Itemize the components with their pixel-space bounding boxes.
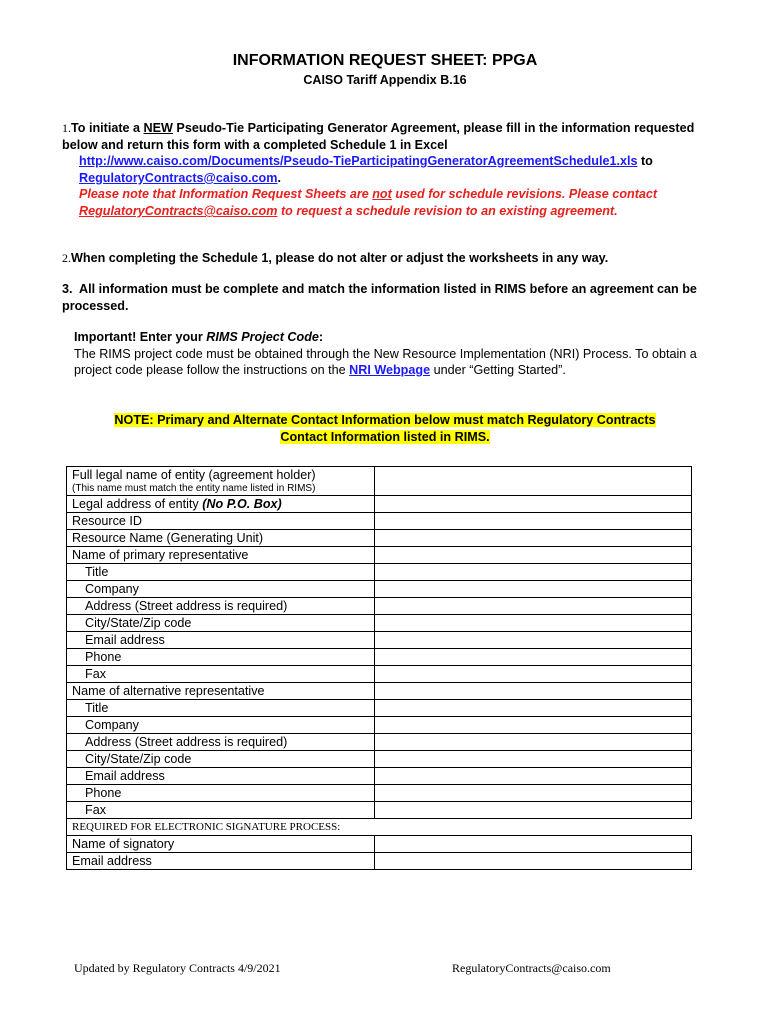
label-resource-name: Resource Name (Generating Unit)	[67, 530, 375, 547]
label-primary-fax: Fax	[67, 666, 375, 683]
input-alt-email[interactable]	[375, 768, 692, 785]
label-legal-name-note: (This name must match the entity name listed in RIMS)	[67, 483, 375, 496]
label-alt-title: Title	[67, 700, 375, 717]
label-primary-title: Title	[67, 564, 375, 581]
revision-email-link[interactable]: RegulatoryContracts@caiso.com	[79, 203, 278, 218]
contact-note: NOTE: Primary and Alternate Contact Information below must match Regulatory Contracts Contact Information listed in RIMS.	[114, 413, 656, 444]
label-legal-address: Legal address of entity (No P.O. Box)	[67, 496, 375, 513]
label-primary-city: City/State/Zip code	[67, 615, 375, 632]
label-primary-company: Company	[67, 581, 375, 598]
instruction-item-1: 1.To initiate a NEW Pseudo-Tie Participating Generator Agreement, please fill in the information requested below and return this form with a completed Schedule 1 in Excel http://www.caiso.com/Documents/Pseudo-TieParticipatingGeneratorAgreementSchedule1.xls to RegulatoryContracts@caiso.com. Please note that Information Request Sheets are not used for schedule revisions. Please contact RegulatoryContracts@caiso.com to request a schedule revision to an existing agreement.	[62, 120, 702, 220]
input-alt-company[interactable]	[375, 717, 692, 734]
input-primary-company[interactable]	[375, 581, 692, 598]
nri-webpage-link[interactable]: NRI Webpage	[349, 363, 431, 378]
input-alt-phone[interactable]	[375, 785, 692, 802]
label-resource-id: Resource ID	[67, 513, 375, 530]
new-word: NEW	[143, 121, 173, 135]
label-esign-required: REQUIRED FOR ELECTRONIC SIGNATURE PROCESS:	[67, 819, 692, 836]
label-primary-email: Email address	[67, 632, 375, 649]
item-number: 3.	[62, 282, 73, 296]
input-alt-title[interactable]	[375, 700, 692, 717]
input-primary-fax[interactable]	[375, 666, 692, 683]
important-heading: Important! Enter your RIMS Project Code:	[74, 330, 324, 344]
item-number: 2.	[62, 251, 71, 265]
instruction-item-3: 3. All information must be complete and match the information listed in RIMS before an agreement can be processed.	[62, 282, 697, 313]
label-signatory-email: Email address	[67, 853, 375, 870]
input-primary-phone[interactable]	[375, 649, 692, 666]
important-text: The RIMS project code must be obtained through the New Resource Implementation (NRI) Process. To obtain a project code please follow the instructions on the NRI Webpage under “Getting Started”.	[74, 346, 697, 378]
label-alt-email: Email address	[67, 768, 375, 785]
input-alt-rep[interactable]	[375, 683, 692, 700]
label-alt-address: Address (Street address is required)	[67, 734, 375, 751]
instruction-item-2: 2.When completing the Schedule 1, please do not alter or adjust the worksheets in any way.	[62, 251, 609, 265]
label-primary-address: Address (Street address is required)	[67, 598, 375, 615]
input-alt-fax[interactable]	[375, 802, 692, 819]
input-resource-id[interactable]	[375, 513, 692, 530]
input-primary-city[interactable]	[375, 615, 692, 632]
label-signatory: Name of signatory	[67, 836, 375, 853]
input-signatory[interactable]	[375, 836, 692, 853]
input-primary-address[interactable]	[375, 598, 692, 615]
label-alt-phone: Phone	[67, 785, 375, 802]
input-legal-address[interactable]	[375, 496, 692, 513]
footer-updated: Updated by Regulatory Contracts 4/9/2021	[74, 961, 281, 975]
label-alt-rep: Name of alternative representative	[67, 683, 375, 700]
information-form	[66, 466, 692, 870]
footer-email: RegulatoryContracts@caiso.com	[452, 961, 611, 975]
page-subtitle: CAISO Tariff Appendix B.16	[303, 73, 467, 87]
schedule1-link[interactable]: http://www.caiso.com/Documents/Pseudo-TieParticipatingGeneratorAgreementSchedule1.xls	[79, 154, 638, 169]
revision-note: Please note that Information Request Sheets are not used for schedule revisions. Please contact RegulatoryContracts@caiso.com to request a schedule revision to an existing agreement.	[79, 187, 658, 218]
label-primary-phone: Phone	[67, 649, 375, 666]
input-primary-rep[interactable]	[375, 547, 692, 564]
email-link[interactable]: RegulatoryContracts@caiso.com	[79, 170, 278, 185]
label-legal-name: Full legal name of entity (agreement holder)	[67, 467, 375, 484]
label-alt-fax: Fax	[67, 802, 375, 819]
input-legal-name[interactable]	[375, 467, 692, 496]
important-section	[74, 329, 704, 379]
label-primary-rep: Name of primary representative	[67, 547, 375, 564]
input-primary-email[interactable]	[375, 632, 692, 649]
input-resource-name[interactable]	[375, 530, 692, 547]
page-title: INFORMATION REQUEST SHEET: PPGA	[232, 52, 538, 69]
input-signatory-email[interactable]	[375, 853, 692, 870]
input-alt-city[interactable]	[375, 751, 692, 768]
input-primary-title[interactable]	[375, 564, 692, 581]
input-alt-address[interactable]	[375, 734, 692, 751]
label-alt-company: Company	[67, 717, 375, 734]
item-number: 1.	[62, 121, 71, 135]
label-alt-city: City/State/Zip code	[67, 751, 375, 768]
